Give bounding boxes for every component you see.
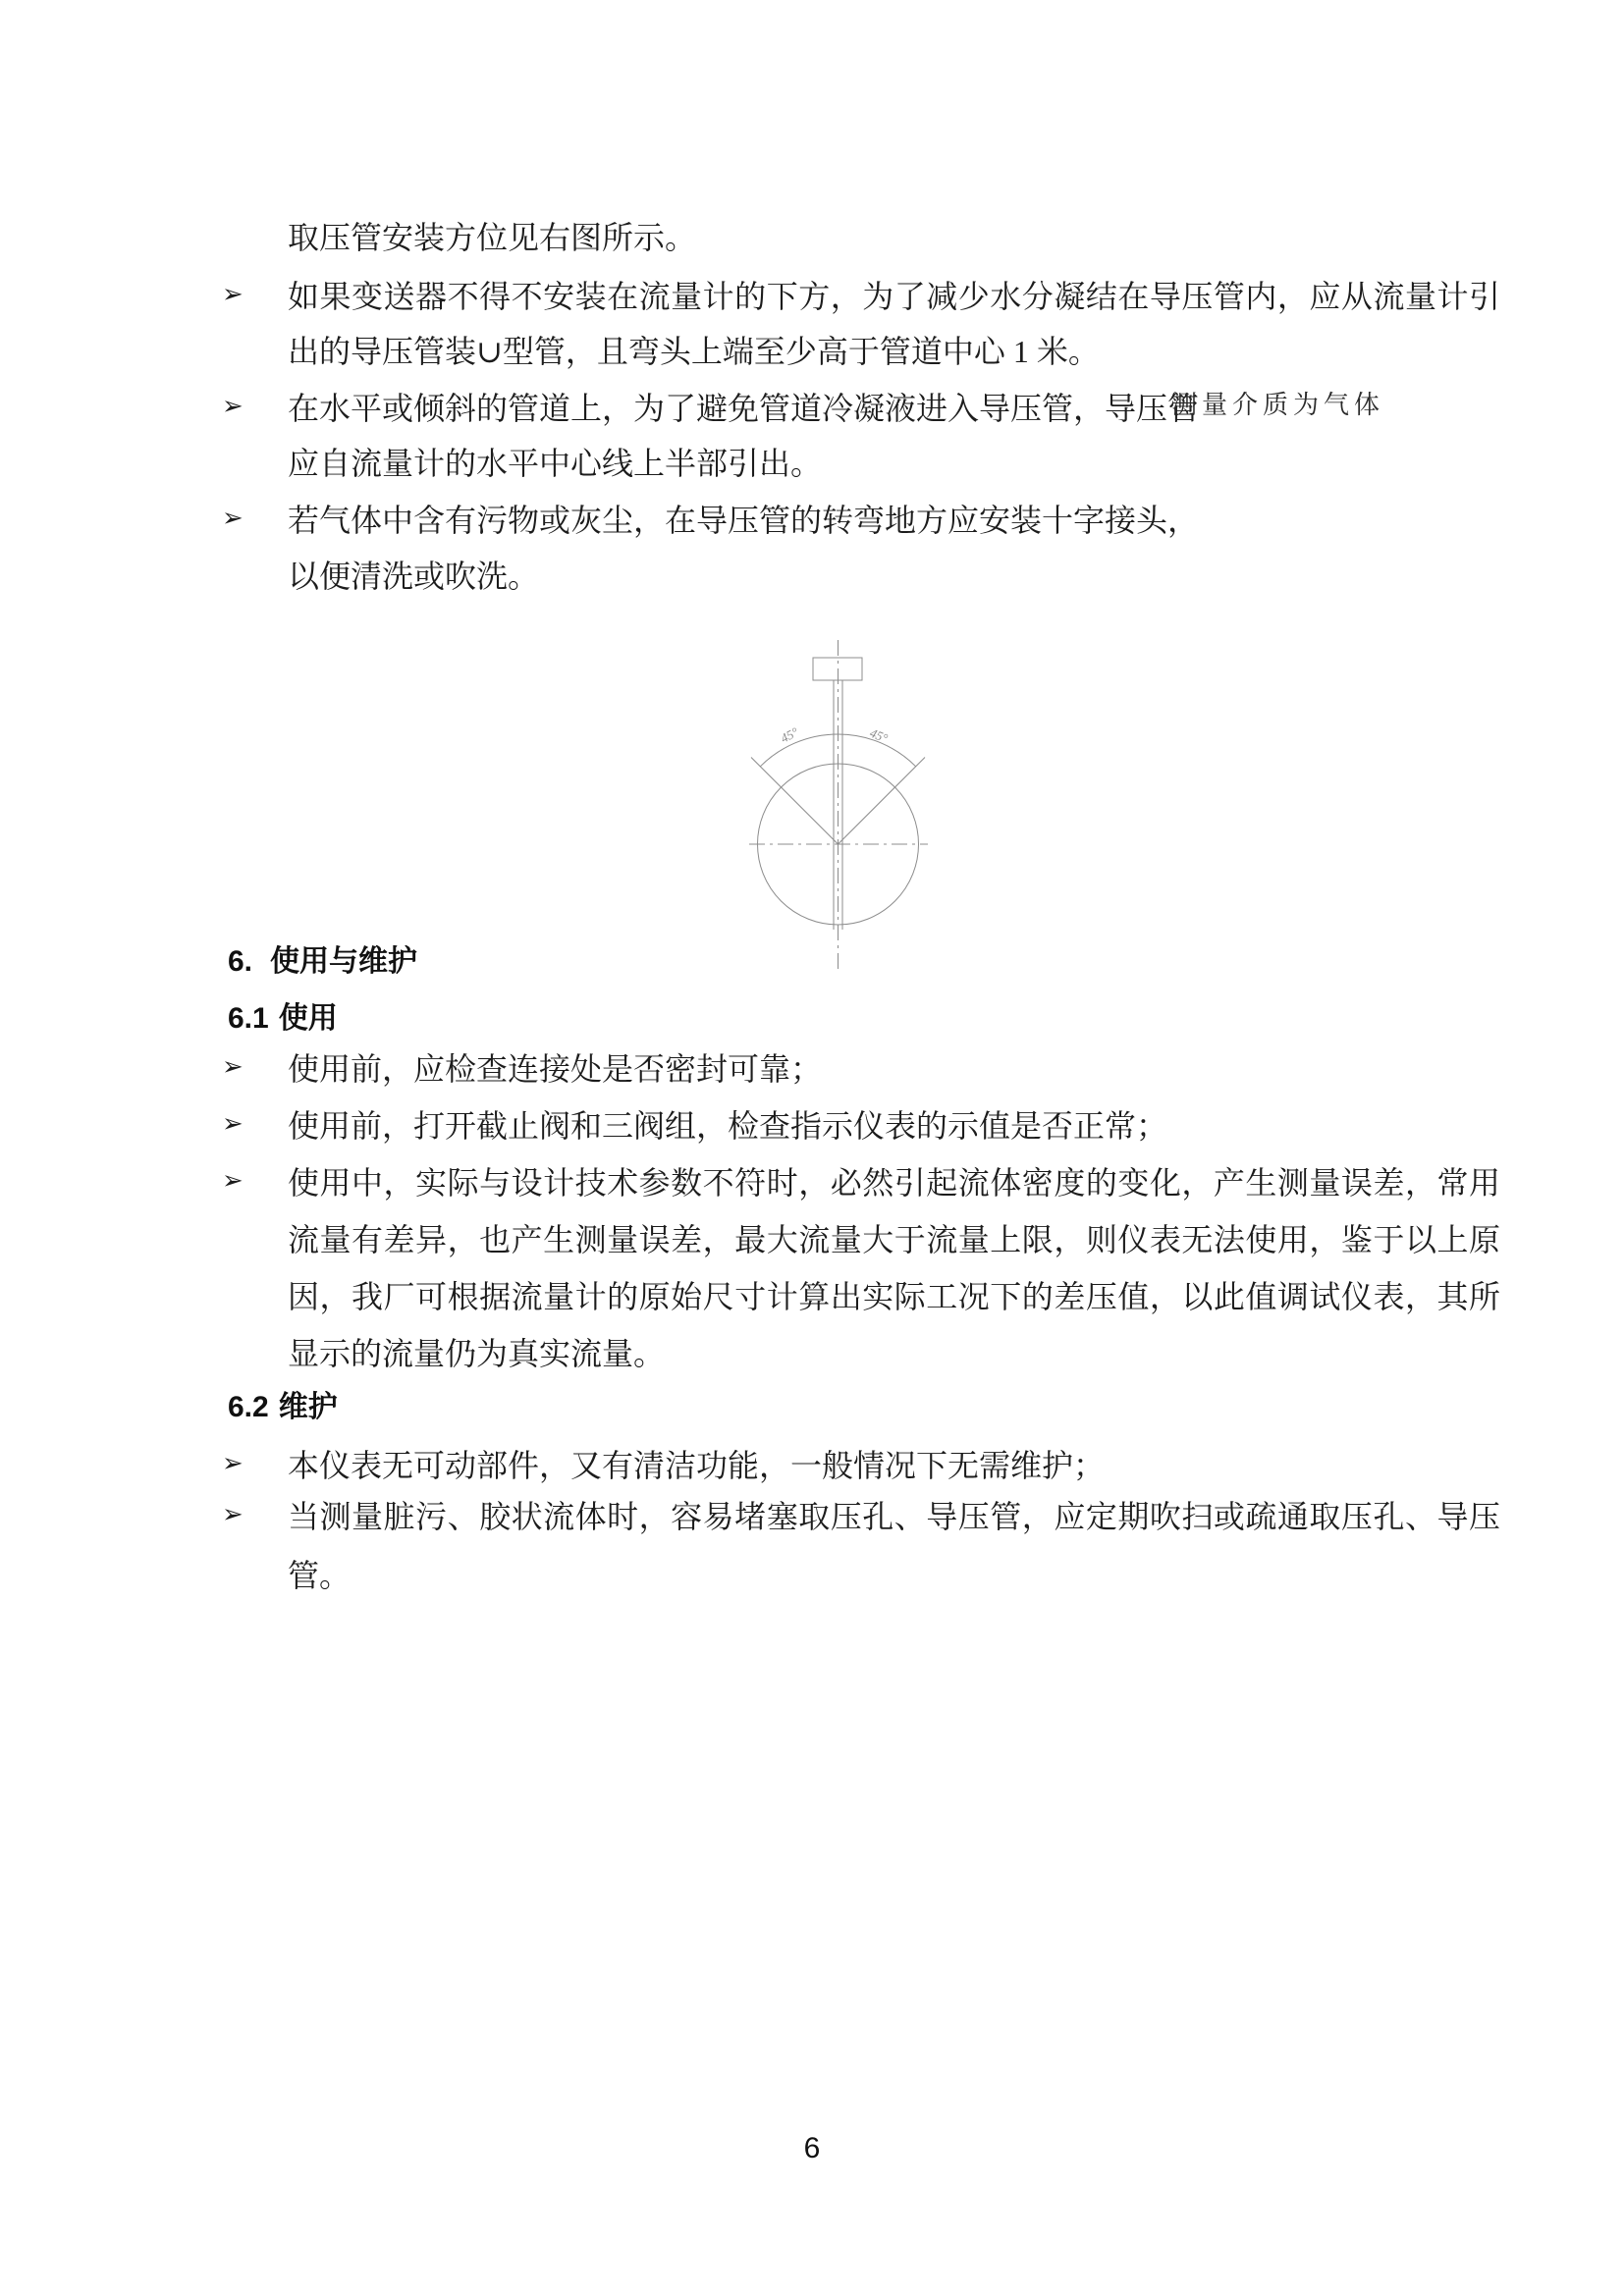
install-note-1-line-2: 出的导压管装∪型管，且弯头上端至少高于管道中心 1 米。 [288, 334, 1100, 369]
angle-label-right: 45° [867, 724, 891, 746]
install-note-3-line-1: 若气体中含有污物或灰尘，在导压管的转弯地方应安装十字接头， [288, 503, 1200, 538]
use-item-3-line-1: 使用中，实际与设计技术参数不符时，必然引起流体密度的变化，产生测量误差，常用 [288, 1165, 1500, 1201]
section-title: 维护 [278, 1391, 338, 1423]
use-item-3-line-4: 显示的流量仍为真实流量。 [288, 1336, 666, 1371]
intro-text-line: 取压管安装方位见右图所示。 [288, 220, 697, 255]
use-item-2-line-1: 使用前，打开截止阀和三阀组，检查指示仪表的示值是否正常； [288, 1108, 1168, 1144]
left-45-line [751, 758, 839, 845]
list-bullet-icon: ➢ [222, 1052, 244, 1082]
section-number: 6.1 [228, 1002, 269, 1035]
section-number: 6.2 [228, 1391, 269, 1423]
page-number: 6 [803, 2132, 821, 2164]
section-heading-6-2 [228, 1388, 338, 1427]
section-number: 6. [228, 945, 253, 978]
list-bullet-icon: ➢ [222, 1109, 244, 1139]
section-heading-6 [228, 942, 417, 982]
use-item-3-line-3: 因，我厂可根据流量计的原始尺寸计算出实际工况下的差压值，以此值调试仪表，其所 [288, 1279, 1500, 1314]
section-heading-6-1 [228, 999, 338, 1039]
use-item-3-line-2: 流量有差异，也产生测量误差，最大流量大于流量上限，则仪表无法使用，鉴于以上原 [288, 1222, 1500, 1257]
maintain-item-2-line-1: 当测量脏污、胶状流体时，容易堵塞取压孔、导压管，应定期吹扫或疏通取压孔、导压 [288, 1499, 1500, 1534]
list-bullet-icon: ➢ [222, 504, 244, 533]
list-bullet-icon: ➢ [222, 1500, 244, 1529]
angle-label-left: 45° [778, 723, 801, 746]
right-45-line [839, 758, 926, 845]
maintain-item-2-line-2: 管。 [288, 1558, 352, 1593]
list-bullet-icon: ➢ [222, 392, 244, 421]
use-item-1-line-1: 使用前，应检查连接处是否密封可靠； [288, 1051, 823, 1087]
section-title: 使用 [278, 1002, 338, 1035]
figure-caption: 测量介质为气体 [1171, 391, 1385, 419]
list-bullet-icon: ➢ [222, 1449, 244, 1478]
pipe-diagram [638, 609, 1051, 1021]
maintain-item-1-line-1: 本仪表无可动部件，又有清洁功能，一般情况下无需维护； [288, 1448, 1106, 1483]
list-bullet-icon: ➢ [222, 280, 244, 309]
list-bullet-icon: ➢ [222, 1166, 244, 1196]
install-note-1-line-1: 如果变送器不得不安装在流量计的下方，为了减少水分凝结在导压管内，应从流量计引 [288, 279, 1500, 314]
section-title: 使用与维护 [270, 945, 418, 978]
install-note-3-line-2: 以便清洗或吹洗。 [288, 559, 540, 594]
install-note-2-line-1: 在水平或倾斜的管道上，为了避免管道冷凝液进入导压管，导压管 [288, 391, 1200, 426]
install-note-2-line-2: 应自流量计的水平中心线上半部引出。 [288, 446, 823, 481]
